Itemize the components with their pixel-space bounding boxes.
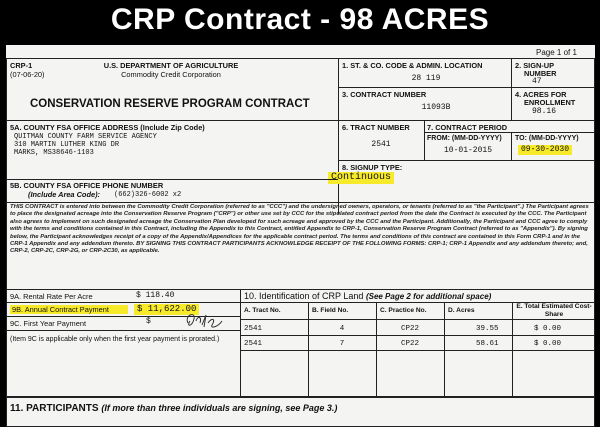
box3-label: 3. CONTRACT NUMBER (342, 90, 427, 99)
divider (240, 319, 595, 320)
box9a-label: 9A. Rental Rate Per Acre (10, 292, 93, 301)
office-address-line2: 310 MARTIN LUTHER KING DR (14, 141, 120, 149)
from-label: FROM: (MM-DD-YYYY) (427, 135, 502, 142)
handwritten-initials (182, 309, 226, 335)
divider (424, 132, 595, 133)
divider (240, 350, 595, 351)
box5b-label: 5B. COUNTY FSA OFFICE PHONE NUMBER (10, 181, 164, 190)
divider (376, 302, 377, 396)
box10-title: 10. Identification of CRP Land (244, 291, 364, 301)
from-date: 10-01-2015 (443, 146, 492, 155)
office-phone: (662)326-6002 x2 (114, 191, 182, 199)
box6-label: 6. TRACT NUMBER (342, 123, 410, 132)
col-header-cost-share: E. Total Estimated Cost-Share (516, 303, 592, 318)
divider (6, 120, 595, 121)
form-title: CONSERVATION RESERVE PROGRAM CONTRACT (30, 98, 310, 110)
divider (6, 289, 595, 290)
box4-label-b: ENROLLMENT (524, 98, 576, 107)
box8-label: 8. SIGNUP TYPE: (342, 163, 403, 172)
divider (444, 302, 445, 396)
divider (424, 120, 425, 160)
first-year-payment: $ (146, 317, 151, 326)
contract-terms: THIS CONTRACT is entered into between the Commodity Credit Corporation (referred to as "CCC") and the undersigned owners, operators, or tenants (referred to as "the Participant".) The Participant agrees to place the designated acreage into the Conservation Reserve Program ("CRP") or other use set by CCC for the stipulated contract period from the date the Contract is executed by the CCC. The Participant also agrees to implement on such designated acreage the Conservation Plan developed for such acreage and approved by the CCC and the Participant. Additionally, the Participant and CCC agree to comply with the terms and conditions contained in this Contract, including the Appendix to this Contract, entitled Appendix to CRP-1, Conservation Reserve Program Contract (referred to as "Appendix"). By signing below, the Participant acknowledges receipt of a copy of the Appendix/Appendices for the applicable contract period. The terms and conditions of this contract are contained in this Form CRP-1 and in the CRP-1 Appendix and any addendum thereto. BY SIGNING THIS CONTRACT PARTICIPANTS ACKNOWLEDGE RECEIPT OF THE FOLLOWING FORMS: CRP-1; CRP-1 Appendix and any addendum thereto; and, CRP-2, CRP-2C, CRP-2G, or CRP-2C30, as applicable. (10, 204, 589, 255)
divider (6, 179, 338, 180)
box5b-sub: (Include Area Code): (28, 190, 100, 199)
to-date: 09-30-2030 (518, 145, 572, 155)
row1-acres: 39.55 (476, 325, 499, 333)
divider (6, 396, 595, 398)
corp-name: Commodity Credit Corporation (121, 70, 221, 79)
col-header-acres: D. Acres (448, 307, 475, 314)
box6-value: 2541 (371, 140, 391, 149)
divider (240, 335, 595, 336)
box9c-label: 9C. First Year Payment (10, 319, 86, 328)
divider (6, 202, 595, 203)
box9c-note: (Item 9C is applicable only when the first year payment is prorated.) (10, 336, 220, 343)
box9b-label: 9B. Annual Contract Payment (10, 305, 128, 314)
divider (511, 132, 512, 160)
box7-label: 7. CONTRACT PERIOD (427, 123, 508, 132)
row1-practice: CP22 (400, 325, 419, 333)
col-header-field: B. Field No. (312, 307, 349, 314)
signup-type: Continuous (328, 172, 394, 184)
form-date: (07-06-20) (10, 70, 45, 79)
office-address-line3: MARKS, MS38646-1103 (14, 149, 94, 157)
row2-practice: CP22 (400, 340, 419, 348)
divider (240, 289, 241, 396)
box1-label: 1. ST. & CO. CODE & ADMIN. LOCATION (342, 61, 483, 70)
banner-title: CRP Contract - 98 ACRES (110, 3, 490, 36)
col-header-tract: A. Tract No. (244, 307, 281, 314)
annual-payment: $ 11,622.00 (134, 304, 199, 315)
divider (6, 302, 240, 303)
box3-value: 11093B (421, 103, 451, 112)
box11-header (10, 402, 337, 415)
row1-cost-share: $ 0.00 (534, 325, 562, 333)
box5a-label: 5A. COUNTY FSA OFFICE ADDRESS (Include Zip Code) (10, 123, 205, 132)
form-code: CRP-1 (10, 61, 33, 70)
divider (308, 302, 309, 396)
agency-name: U.S. DEPARTMENT OF AGRICULTURE (103, 61, 239, 70)
box1-value: 28 119 (411, 74, 441, 83)
row1-field: 4 (339, 325, 345, 333)
box11-note: (If more than three individuals are signing, see Page 3.) (101, 403, 338, 413)
divider (512, 302, 513, 396)
divider (6, 330, 240, 331)
row2-field: 7 (339, 340, 345, 348)
box10-header (244, 291, 491, 302)
col-header-practice: C. Practice No. (380, 307, 427, 314)
office-address-line1: QUITMAN COUNTY FARM SERVICE AGENCY (14, 133, 157, 141)
divider (338, 160, 595, 161)
row1-tract: 2541 (244, 325, 263, 333)
row2-cost-share: $ 0.00 (534, 340, 562, 348)
row2-acres: 58.61 (476, 340, 499, 348)
box10-note: (See Page 2 for additional space) (365, 292, 492, 301)
divider (338, 87, 595, 88)
box11-label: 11. PARTICIPANTS (10, 403, 99, 414)
box4-label-a: 4. ACRES FOR (515, 90, 567, 99)
divider (511, 58, 512, 120)
rental-rate: $ 118.40 (136, 291, 175, 300)
row2-tract: 2541 (244, 340, 263, 348)
box2-value: 47 (532, 77, 542, 86)
box4-value: 98.16 (532, 107, 557, 116)
page-number: Page 1 of 1 (536, 48, 577, 57)
contract-document (6, 45, 595, 427)
box2-label-a: 2. SIGN-UP (515, 61, 555, 70)
to-label: TO: (MM-DD-YYYY) (515, 135, 579, 142)
divider (338, 58, 339, 214)
box2-label-b: NUMBER (524, 69, 557, 78)
